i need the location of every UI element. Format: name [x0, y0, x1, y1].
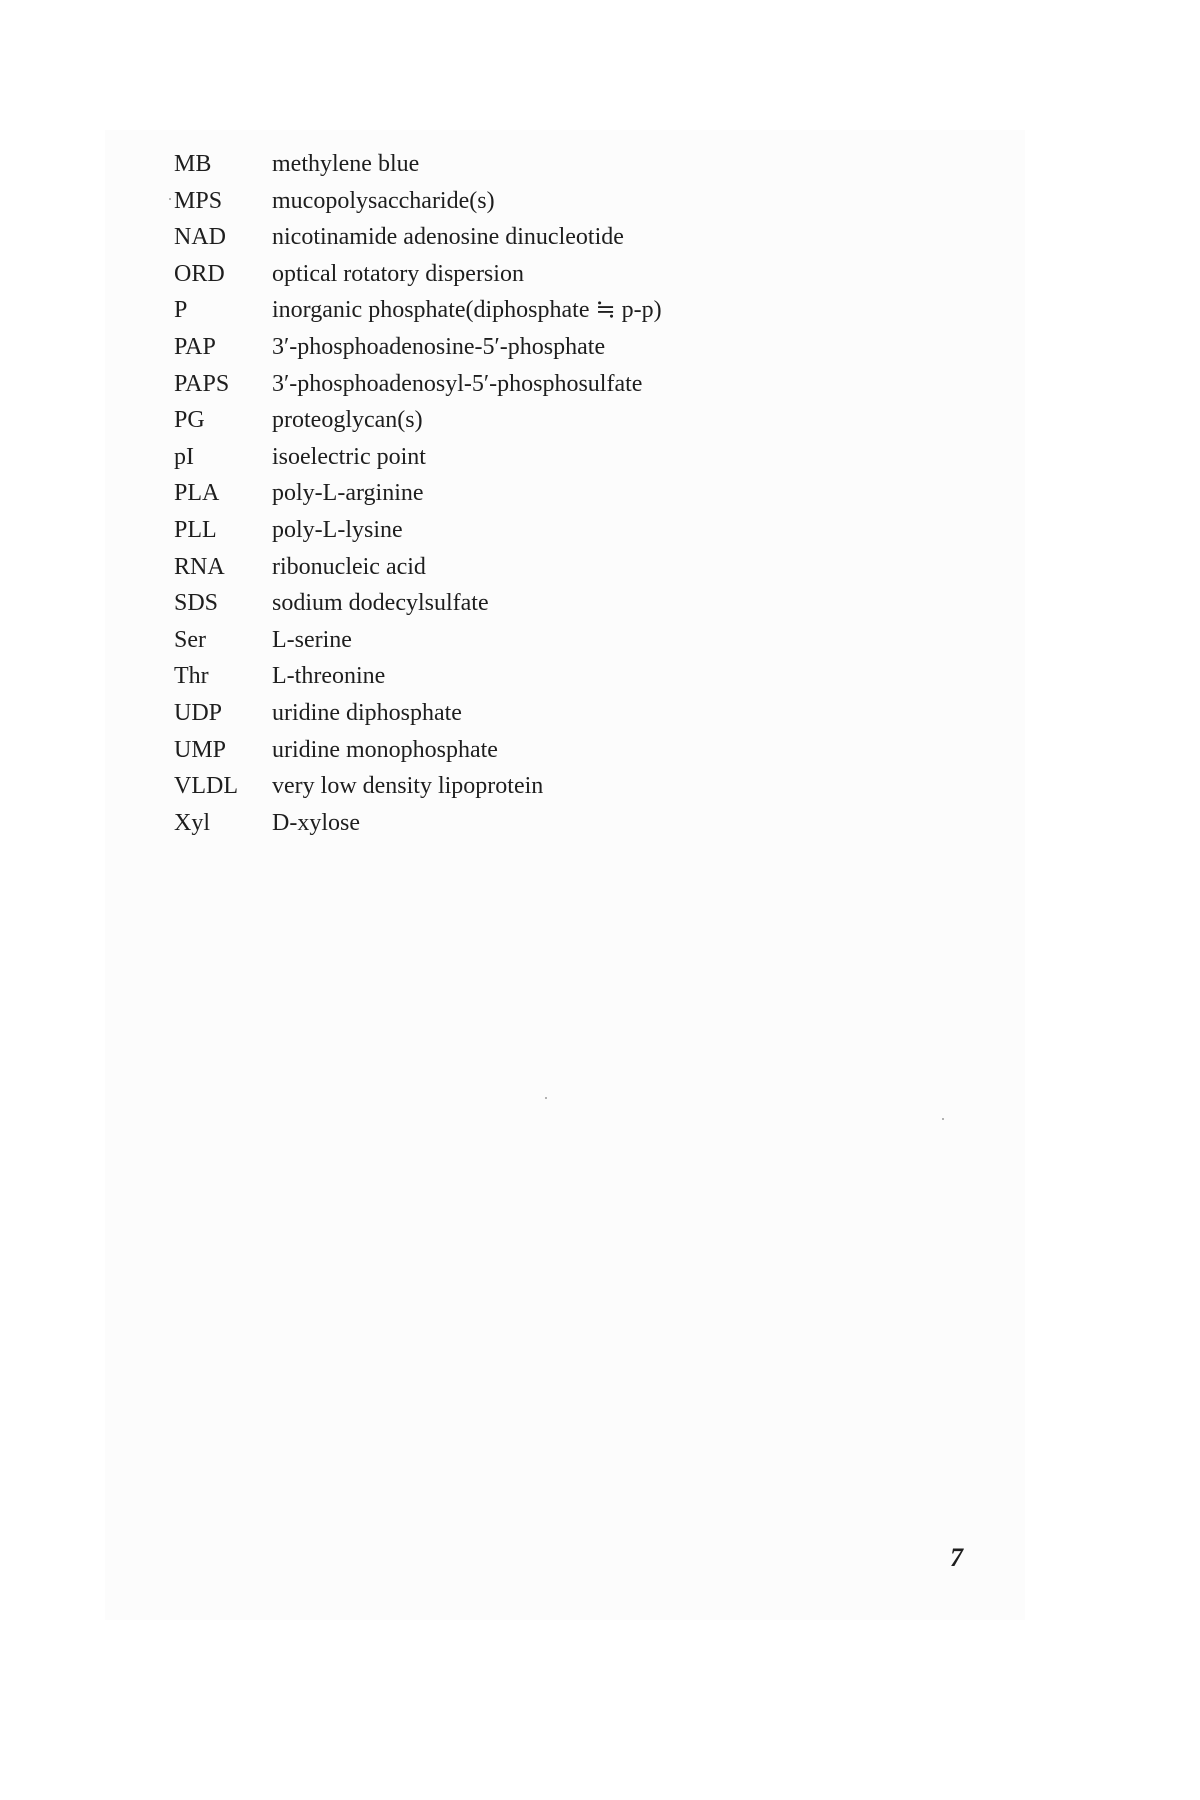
scan-speck — [942, 1118, 944, 1120]
abbreviation-row — [174, 732, 662, 769]
abbreviation-definition: D-xylose — [272, 809, 360, 836]
abbreviation-row — [174, 805, 662, 842]
abbreviation-definition: 3′-phosphoadenosine-5′-phosphate — [272, 333, 606, 360]
abbreviation-definition: very low density lipoprotein — [272, 773, 544, 800]
abbreviation-term: Xyl — [174, 809, 210, 836]
abbreviation-row — [174, 658, 662, 695]
abbreviation-term: SDS — [174, 590, 219, 617]
abbreviation-term: MPS — [174, 187, 223, 214]
abbreviation-term: UDP — [174, 699, 223, 726]
abbreviation-row — [174, 146, 662, 183]
abbreviation-term: pI — [174, 443, 194, 470]
abbreviation-definition: ribonucleic acid — [272, 553, 426, 580]
abbreviation-term: PLL — [174, 516, 217, 543]
abbreviation-term: PLA — [174, 480, 220, 507]
abbreviation-row — [174, 256, 662, 293]
abbreviation-term: Ser — [174, 626, 206, 653]
abbreviation-definition: uridine monophosphate — [272, 736, 498, 763]
abbreviation-definition: isoelectric point — [272, 443, 426, 470]
abbreviation-row — [174, 768, 662, 805]
abbreviation-row — [174, 402, 662, 439]
abbreviation-definition: poly-L-arginine — [272, 480, 424, 507]
abbreviation-row — [174, 512, 662, 549]
abbreviation-term: PG — [174, 407, 205, 434]
abbreviation-row — [174, 329, 662, 366]
abbreviation-row — [174, 549, 662, 586]
abbreviation-term: Thr — [174, 663, 209, 690]
abbreviation-definition: optical rotatory dispersion — [272, 260, 524, 287]
abbreviation-definition: nicotinamide adenosine dinucleotide — [272, 224, 624, 251]
abbreviation-row — [174, 292, 662, 329]
abbreviation-term: P — [174, 297, 188, 324]
scan-speck — [545, 1097, 547, 1099]
abbreviation-definition: mucopolysaccharide(s) — [272, 187, 495, 214]
abbreviation-definition: sodium dodecylsulfate — [272, 590, 489, 617]
abbreviation-row — [174, 183, 662, 220]
abbreviation-term: PAPS — [174, 370, 230, 397]
abbreviation-term: MB — [174, 151, 212, 177]
page-number: 7 — [950, 1543, 963, 1572]
abbreviation-term: PAP — [174, 333, 216, 360]
abbreviation-row — [174, 475, 662, 512]
abbreviation-term: ORD — [174, 260, 225, 287]
abbreviation-definition: poly-L-lysine — [272, 516, 403, 543]
abbreviation-row — [174, 695, 662, 732]
abbreviation-term: RNA — [174, 553, 225, 580]
abbreviation-definition: L-threonine — [272, 663, 386, 690]
abbreviation-row — [174, 622, 662, 659]
abbreviation-definition: inorganic phosphate(diphosphate ≒ p-p) — [272, 297, 662, 324]
abbreviation-row — [174, 366, 662, 403]
abbreviation-definition: 3′-phosphoadenosyl-5′-phosphosulfate — [272, 370, 643, 397]
scan-speck — [169, 198, 171, 200]
abbreviation-row — [174, 439, 662, 476]
abbreviation-definition: L-serine — [272, 626, 352, 653]
abbreviation-term: VLDL — [174, 773, 238, 800]
abbreviation-row — [174, 219, 662, 256]
abbreviation-row — [174, 585, 662, 622]
abbreviation-list — [174, 146, 662, 841]
abbreviation-definition: uridine diphosphate — [272, 699, 462, 726]
abbreviation-term: NAD — [174, 224, 226, 251]
abbreviation-definition: proteoglycan(s) — [272, 407, 423, 434]
abbreviation-term: UMP — [174, 736, 227, 763]
abbreviation-definition: methylene blue — [272, 151, 420, 177]
